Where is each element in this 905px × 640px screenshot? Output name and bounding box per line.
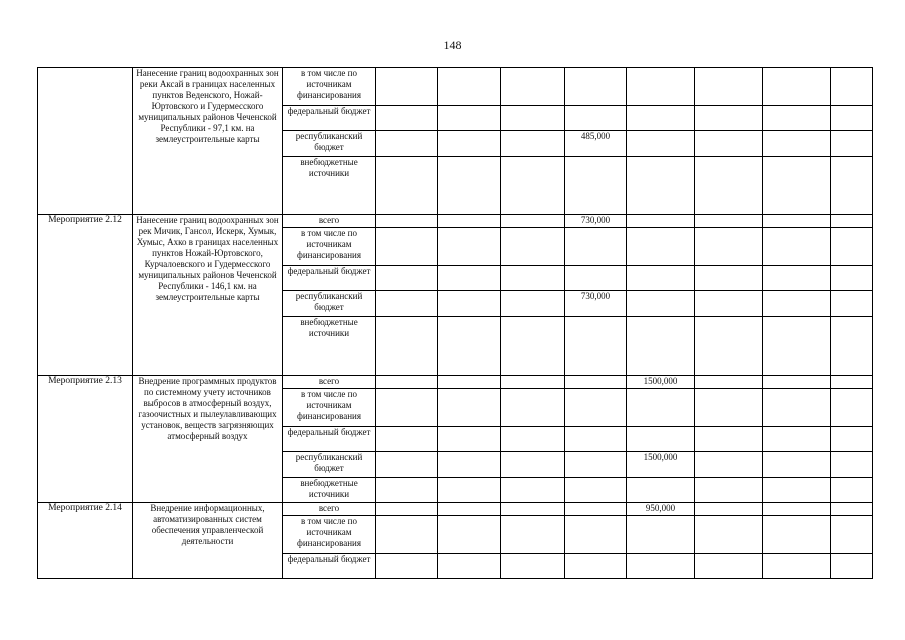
activity-cell: Мероприятие 2.12	[38, 215, 133, 376]
value-cell	[831, 478, 873, 503]
value-cell	[763, 503, 831, 516]
value-cell	[438, 157, 501, 215]
value-cell	[627, 554, 695, 579]
value-cell	[376, 427, 438, 452]
value-cell	[627, 228, 695, 266]
value-cell	[831, 516, 873, 554]
value-cell	[376, 389, 438, 427]
value-cell	[438, 516, 501, 554]
value-cell	[501, 106, 565, 131]
value-cell	[501, 478, 565, 503]
value-cell	[376, 106, 438, 131]
table-row	[38, 376, 873, 389]
value-cell	[438, 291, 501, 317]
value-cell	[501, 266, 565, 291]
value-cell	[831, 215, 873, 228]
value-cell	[376, 376, 438, 389]
value-cell	[376, 478, 438, 503]
value-cell	[831, 131, 873, 157]
value-cell	[438, 427, 501, 452]
value-cell	[627, 427, 695, 452]
budget-table	[37, 67, 873, 579]
value-cell	[565, 516, 627, 554]
value-cell	[763, 131, 831, 157]
value-cell	[376, 317, 438, 376]
funding-source-cell: всего	[283, 503, 376, 516]
value-cell	[565, 452, 627, 478]
value-cell	[763, 291, 831, 317]
value-cell	[831, 503, 873, 516]
value-cell	[763, 215, 831, 228]
value-cell	[501, 228, 565, 266]
value-cell: 730,000	[565, 291, 627, 317]
table-row	[38, 215, 873, 228]
value-cell	[501, 291, 565, 317]
funding-source-cell: федеральный бюджет	[283, 106, 376, 131]
description-cell: Нанесение границ водоохранных зон реки Аксай в границах населенных пунктов Веденского, Ножай-Юртовского и Гудермесского муниципальных районов Чеченской Республики - 97,1 км. на землеустроительные карты	[133, 68, 283, 215]
value-cell	[501, 157, 565, 215]
value-cell	[831, 68, 873, 106]
value-cell	[565, 106, 627, 131]
funding-source-cell: федеральный бюджет	[283, 554, 376, 579]
value-cell	[695, 452, 763, 478]
funding-source-cell: внебюджетные источники	[283, 478, 376, 503]
value-cell	[376, 554, 438, 579]
value-cell	[763, 478, 831, 503]
table-row	[38, 503, 873, 516]
value-cell	[627, 215, 695, 228]
value-cell	[565, 317, 627, 376]
value-cell	[501, 68, 565, 106]
value-cell	[763, 106, 831, 131]
value-cell	[695, 554, 763, 579]
value-cell	[831, 106, 873, 131]
funding-source-cell: внебюджетные источники	[283, 157, 376, 215]
value-cell	[627, 68, 695, 106]
value-cell: 730,000	[565, 215, 627, 228]
value-cell	[627, 131, 695, 157]
value-cell	[695, 427, 763, 452]
value-cell	[763, 389, 831, 427]
value-cell	[376, 131, 438, 157]
value-cell	[695, 478, 763, 503]
value-cell	[831, 376, 873, 389]
funding-source-cell: федеральный бюджет	[283, 266, 376, 291]
value-cell	[501, 215, 565, 228]
value-cell	[627, 478, 695, 503]
value-cell	[501, 503, 565, 516]
value-cell	[501, 516, 565, 554]
value-cell	[438, 68, 501, 106]
value-cell	[763, 376, 831, 389]
funding-source-cell: республиканский бюджет	[283, 291, 376, 317]
value-cell	[627, 389, 695, 427]
value-cell	[438, 266, 501, 291]
value-cell	[763, 68, 831, 106]
value-cell	[695, 215, 763, 228]
table-body	[38, 68, 873, 579]
activity-cell: Мероприятие 2.14	[38, 503, 133, 579]
value-cell	[695, 317, 763, 376]
value-cell	[376, 215, 438, 228]
description-cell: Внедрение информационных, автоматизированных систем обеспечения управленческой деятельности	[133, 503, 283, 579]
value-cell	[831, 554, 873, 579]
value-cell	[695, 266, 763, 291]
value-cell	[831, 427, 873, 452]
value-cell	[695, 131, 763, 157]
value-cell: 950,000	[627, 503, 695, 516]
value-cell	[695, 157, 763, 215]
value-cell	[438, 317, 501, 376]
value-cell	[438, 452, 501, 478]
value-cell	[627, 516, 695, 554]
value-cell	[831, 317, 873, 376]
value-cell: 1500,000	[627, 376, 695, 389]
value-cell	[565, 376, 627, 389]
value-cell	[627, 266, 695, 291]
value-cell	[831, 157, 873, 215]
value-cell	[438, 554, 501, 579]
funding-source-cell: всего	[283, 376, 376, 389]
value-cell	[565, 389, 627, 427]
value-cell	[501, 389, 565, 427]
value-cell	[763, 516, 831, 554]
value-cell	[376, 228, 438, 266]
value-cell	[438, 106, 501, 131]
value-cell	[695, 503, 763, 516]
value-cell	[376, 291, 438, 317]
value-cell	[831, 389, 873, 427]
value-cell	[565, 68, 627, 106]
value-cell	[376, 157, 438, 215]
value-cell	[501, 317, 565, 376]
value-cell	[763, 157, 831, 215]
description-cell: Внедрение программных продуктов по системному учету источников выбросов в атмосферный воздух, газоочистных и пылеулавливающих установок, веществ загрязняющих атмосферный воздух	[133, 376, 283, 503]
value-cell	[565, 554, 627, 579]
value-cell	[438, 376, 501, 389]
value-cell	[627, 157, 695, 215]
value-cell	[627, 106, 695, 131]
value-cell	[438, 478, 501, 503]
value-cell	[627, 291, 695, 317]
value-cell	[438, 228, 501, 266]
value-cell	[695, 68, 763, 106]
value-cell	[831, 228, 873, 266]
value-cell	[695, 228, 763, 266]
value-cell	[501, 554, 565, 579]
value-cell: 485,000	[565, 131, 627, 157]
value-cell	[376, 452, 438, 478]
funding-source-cell: в том числе по источникам финансирования	[283, 68, 376, 106]
value-cell	[438, 389, 501, 427]
funding-source-cell: в том числе по источникам финансирования	[283, 389, 376, 427]
value-cell	[695, 516, 763, 554]
table-row	[38, 68, 873, 106]
value-cell	[565, 478, 627, 503]
value-cell	[627, 317, 695, 376]
activity-cell: Мероприятие 2.13	[38, 376, 133, 503]
description-cell: Нанесение границ водоохранных зон рек Мичик, Гансол, Искерк, Хумык, Хумыс, Ахко в границах населенных пунктов Ножай-Юртовского, Курчалоевского и Гудермесского муниципальных районов Чеченской Республики - 146,1 км. на землеустроительные карты	[133, 215, 283, 376]
value-cell	[501, 376, 565, 389]
funding-source-cell: всего	[283, 215, 376, 228]
value-cell	[501, 131, 565, 157]
funding-source-cell: федеральный бюджет	[283, 427, 376, 452]
value-cell	[763, 554, 831, 579]
value-cell	[695, 376, 763, 389]
value-cell	[565, 228, 627, 266]
value-cell	[831, 452, 873, 478]
value-cell	[695, 389, 763, 427]
value-cell	[763, 228, 831, 266]
value-cell: 1500,000	[627, 452, 695, 478]
funding-source-cell: внебюджетные источники	[283, 317, 376, 376]
page-number: 148	[443, 38, 462, 52]
value-cell	[763, 427, 831, 452]
value-cell	[376, 68, 438, 106]
value-cell	[831, 266, 873, 291]
activity-cell	[38, 68, 133, 215]
value-cell	[565, 157, 627, 215]
value-cell	[695, 291, 763, 317]
value-cell	[438, 131, 501, 157]
funding-source-cell: республиканский бюджет	[283, 131, 376, 157]
value-cell	[376, 503, 438, 516]
value-cell	[438, 215, 501, 228]
funding-source-cell: республиканский бюджет	[283, 452, 376, 478]
value-cell	[376, 516, 438, 554]
value-cell	[565, 266, 627, 291]
value-cell	[695, 106, 763, 131]
value-cell	[831, 291, 873, 317]
value-cell	[763, 317, 831, 376]
value-cell	[501, 452, 565, 478]
funding-source-cell: в том числе по источникам финансирования	[283, 516, 376, 554]
value-cell	[501, 427, 565, 452]
value-cell	[763, 266, 831, 291]
value-cell	[763, 452, 831, 478]
value-cell	[565, 427, 627, 452]
funding-source-cell: в том числе по источникам финансирования	[283, 228, 376, 266]
value-cell	[376, 266, 438, 291]
value-cell	[438, 503, 501, 516]
value-cell	[565, 503, 627, 516]
